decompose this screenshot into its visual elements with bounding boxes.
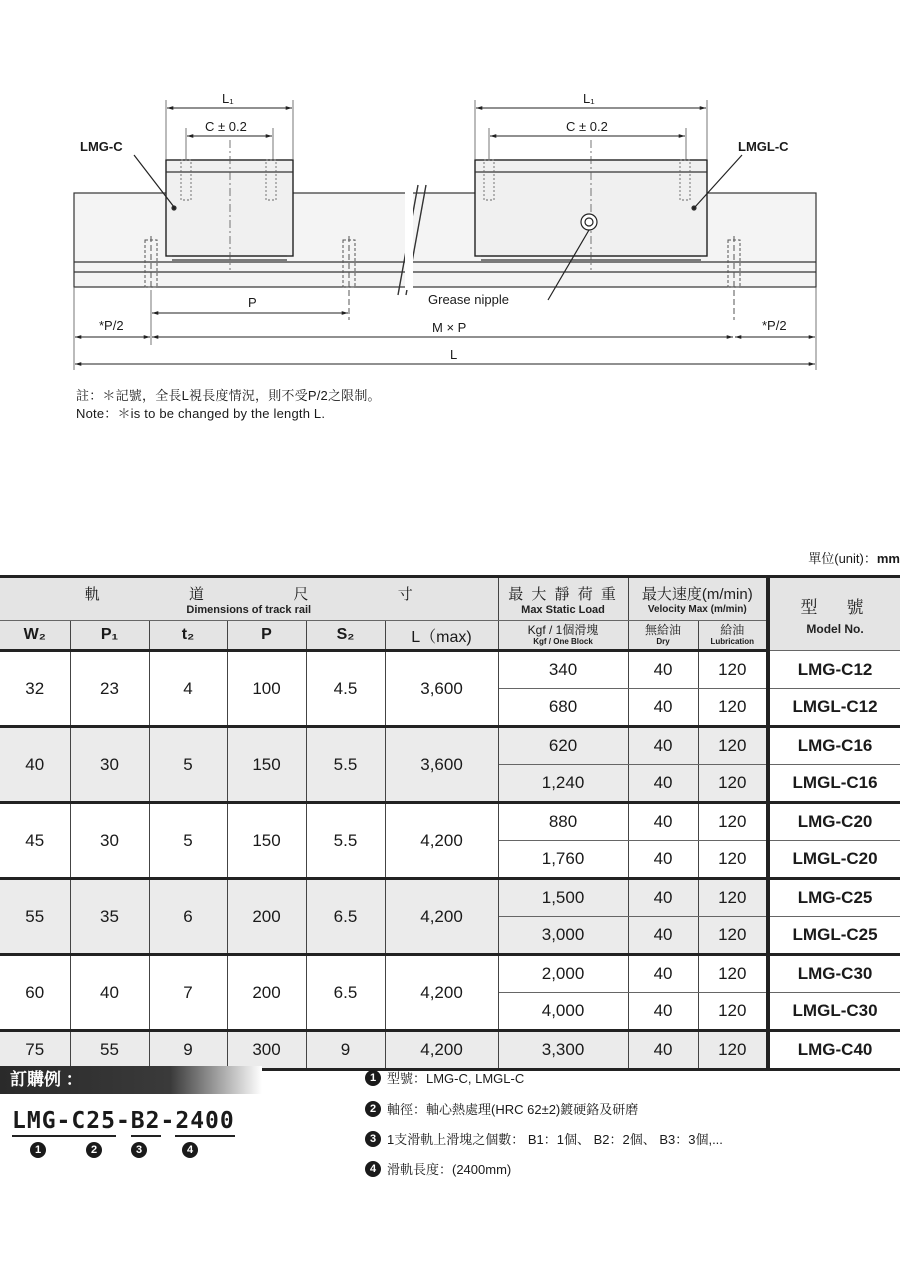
legend-num: 1: [365, 1070, 381, 1086]
cell-model: LMG-C40: [768, 1031, 900, 1070]
code-dash: -: [160, 1108, 176, 1134]
legend-text: 軸徑：軸心熱處理(HRC 62±2)鍍硬鉻及研磨: [387, 1102, 639, 1117]
label-grease-nipple: Grease nipple: [428, 292, 509, 307]
cell-p1: 35: [70, 879, 149, 955]
label-c-left: C ± 0.2: [205, 119, 247, 134]
cell-dry: 40: [628, 917, 698, 955]
code-blocks: B2: [130, 1108, 161, 1134]
cell-p1: 23: [70, 651, 149, 727]
cell-lub: 120: [698, 651, 768, 689]
label-mxp: M × P: [432, 320, 467, 335]
cell-dry: 40: [628, 651, 698, 689]
cell-lmax: 3,600: [385, 727, 498, 803]
header-dims-zh: 軌 道 尺 寸: [84, 585, 413, 603]
cell-lmax: 4,200: [385, 1031, 498, 1070]
code-model: LMG-C25: [12, 1108, 116, 1134]
label-c-right: C ± 0.2: [566, 119, 608, 134]
cell-s2: 6.5: [306, 879, 385, 955]
table-group: [0, 803, 900, 879]
code-length: 2400: [175, 1108, 235, 1134]
cell-p: 150: [227, 803, 306, 879]
col-lmax: L（max): [385, 621, 498, 651]
cell-lub: 120: [698, 879, 768, 917]
cell-load: 1,500: [498, 879, 628, 917]
cell-load: 3,000: [498, 917, 628, 955]
legend-num: 4: [365, 1161, 381, 1177]
col-lub: 給油 Lubrication: [698, 621, 768, 651]
col-p1: P₁: [70, 621, 149, 651]
code-dash: -: [115, 1108, 131, 1134]
cell-s2: 9: [306, 1031, 385, 1070]
cell-p: 200: [227, 955, 306, 1031]
cell-p: 300: [227, 1031, 306, 1070]
legend-num: 3: [365, 1131, 381, 1147]
cell-model: LMGL-C25: [768, 917, 900, 955]
block-lmgl-c: [475, 140, 707, 270]
cell-p: 150: [227, 727, 306, 803]
cell-dry: 40: [628, 727, 698, 765]
label-l: L: [450, 347, 458, 362]
col-t2: t₂: [149, 621, 227, 651]
unit-prefix: 單位(unit)：: [808, 551, 877, 566]
col-dry: 無給油 Dry: [628, 621, 698, 651]
order-code: [12, 1108, 235, 1134]
cell-lub: 120: [698, 917, 768, 955]
label-l1-left: L₁: [222, 91, 234, 106]
cell-lub: 120: [698, 803, 768, 841]
table-group: [0, 955, 900, 1031]
cell-load: 1,760: [498, 841, 628, 879]
table-row: [0, 651, 900, 689]
cell-model: LMGL-C30: [768, 993, 900, 1031]
spec-table: [0, 575, 900, 1071]
cell-lub: 120: [698, 689, 768, 727]
cell-p1: 40: [70, 955, 149, 1031]
cell-p: 100: [227, 651, 306, 727]
legend-num: 2: [365, 1101, 381, 1117]
cell-t2: 7: [149, 955, 227, 1031]
cell-model: LMGL-C16: [768, 765, 900, 803]
legend-text: 型號：LMG-C, LMGL-C: [387, 1071, 525, 1086]
cell-lub: 120: [698, 727, 768, 765]
cell-p1: 30: [70, 803, 149, 879]
col-p: P: [227, 621, 306, 651]
mark-2: 2: [86, 1142, 102, 1158]
legend-item: [365, 1068, 524, 1087]
legend-item: [365, 1129, 723, 1148]
cell-dry: 40: [628, 689, 698, 727]
legend-item: [365, 1099, 638, 1118]
cell-w2: 60: [0, 955, 70, 1031]
mark-3: 3: [131, 1142, 147, 1158]
cell-load: 3,300: [498, 1031, 628, 1070]
cell-lub: 120: [698, 993, 768, 1031]
header-model: 型 號 Model No.: [768, 577, 900, 651]
cell-p1: 55: [70, 1031, 149, 1070]
label-p2-right: *P/2: [762, 318, 787, 333]
cell-lub: 120: [698, 841, 768, 879]
cell-dry: 40: [628, 841, 698, 879]
cell-lub: 120: [698, 765, 768, 803]
cell-dry: 40: [628, 765, 698, 803]
unit-label: [808, 548, 900, 567]
label-p: P: [248, 295, 257, 310]
cell-w2: 32: [0, 651, 70, 727]
cell-lmax: 3,600: [385, 651, 498, 727]
legend-text: 1支滑軌上滑塊之個數： B1：1個、 B2：2個、 B3：3個,...: [387, 1132, 723, 1147]
cell-lub: 120: [698, 1031, 768, 1070]
label-p2-left: *P/2: [99, 318, 124, 333]
table-row: [0, 955, 900, 993]
cell-lmax: 4,200: [385, 955, 498, 1031]
col-load-sub: Kgf / 1個滑塊 Kgf / One Block: [498, 621, 628, 651]
cell-load: 4,000: [498, 993, 628, 1031]
cell-load: 340: [498, 651, 628, 689]
cell-p1: 30: [70, 727, 149, 803]
cell-w2: 45: [0, 803, 70, 879]
cell-model: LMG-C16: [768, 727, 900, 765]
cell-model: LMGL-C12: [768, 689, 900, 727]
header-dims: [0, 577, 498, 621]
header-load: 最 大 靜 荷 重 Max Static Load: [498, 577, 628, 621]
cell-dry: 40: [628, 803, 698, 841]
label-l1-right: L₁: [583, 91, 595, 106]
label-lmgl-c: LMGL-C: [738, 139, 789, 154]
cell-t2: 9: [149, 1031, 227, 1070]
cell-model: LMG-C30: [768, 955, 900, 993]
mark-4: 4: [182, 1142, 198, 1158]
cell-w2: 55: [0, 879, 70, 955]
legend-text: 滑軌長度：(2400mm): [387, 1162, 512, 1177]
cell-t2: 5: [149, 727, 227, 803]
unit-value: mm: [876, 551, 900, 566]
cell-lmax: 4,200: [385, 803, 498, 879]
cell-load: 2,000: [498, 955, 628, 993]
cell-w2: 40: [0, 727, 70, 803]
col-w2: W₂: [0, 621, 70, 651]
legend-item: [365, 1159, 511, 1178]
table-group: [0, 651, 900, 727]
table-row: [0, 803, 900, 841]
table-group: [0, 879, 900, 955]
cell-dry: 40: [628, 955, 698, 993]
cell-s2: 6.5: [306, 955, 385, 1031]
cell-lmax: 4,200: [385, 879, 498, 955]
rail-drawing: [0, 0, 920, 380]
mark-1: 1: [30, 1142, 46, 1158]
cell-model: LMG-C25: [768, 879, 900, 917]
cell-dry: 40: [628, 879, 698, 917]
cell-w2: 75: [0, 1031, 70, 1070]
cell-s2: 5.5: [306, 803, 385, 879]
header-dims-en: Dimensions of track rail: [186, 603, 312, 616]
cell-t2: 5: [149, 803, 227, 879]
label-lmg-c: LMG-C: [80, 139, 123, 154]
cell-load: 620: [498, 727, 628, 765]
table-group: [0, 1031, 900, 1070]
cell-load: 880: [498, 803, 628, 841]
cell-dry: 40: [628, 993, 698, 1031]
cell-t2: 6: [149, 879, 227, 955]
cell-dry: 40: [628, 1031, 698, 1070]
cell-load: 680: [498, 689, 628, 727]
header-velocity: 最大速度(m/min) Velocity Max (m/min): [628, 577, 768, 621]
cell-lub: 120: [698, 955, 768, 993]
cell-model: LMG-C12: [768, 651, 900, 689]
cell-p: 200: [227, 879, 306, 955]
cell-load: 1,240: [498, 765, 628, 803]
cell-t2: 4: [149, 651, 227, 727]
table-row: [0, 1031, 900, 1070]
cell-model: LMGL-C20: [768, 841, 900, 879]
table-row: [0, 879, 900, 917]
table-row: [0, 727, 900, 765]
cell-s2: 5.5: [306, 727, 385, 803]
cell-s2: 4.5: [306, 651, 385, 727]
cell-model: LMG-C20: [768, 803, 900, 841]
note-zh: 註：＊記號，全長L視長度情況，則不受P/2之限制。: [76, 388, 381, 403]
block-lmg-c: [166, 140, 293, 270]
table-group: [0, 727, 900, 803]
note-en: Note：＊is to be changed by the length L.: [76, 406, 326, 421]
col-s2: S₂: [306, 621, 385, 651]
order-example-title: 訂購例 ：: [0, 1066, 262, 1094]
